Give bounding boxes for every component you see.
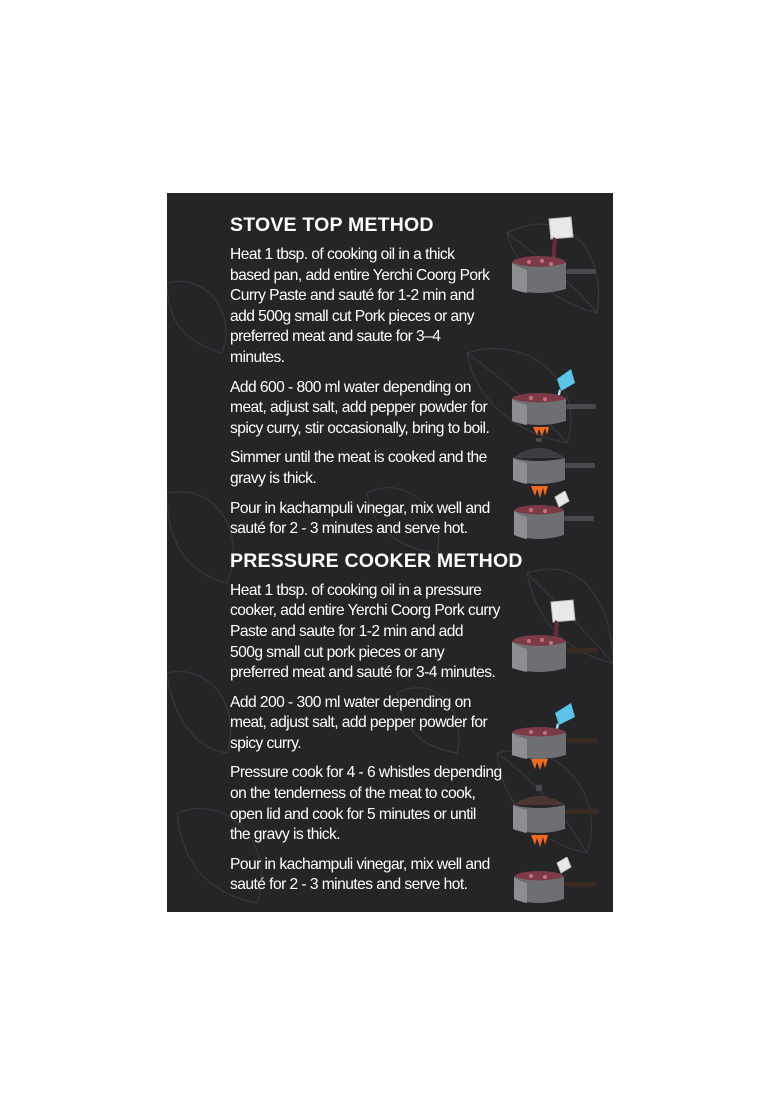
recipe-card (167, 193, 613, 912)
pouring-paste-cooker-icon (509, 598, 605, 678)
instructions (230, 213, 523, 905)
pouring-vinegar-pot-icon (509, 491, 605, 549)
stove-step-1: Heat 1 tbsp. of cooking oil in a thick based pan, add entire Yerchi Coorg Pork Curry Paste and sauté for 1-2 min and add 500g small cut Pork pieces or any preferred meat and saute for 3–4 minutes. (230, 246, 490, 366)
cooker-step-2: Add 200 - 300 ml water depending on meat, adjust salt, add pepper powder for spicy curry. (230, 693, 488, 752)
pouring-water-pot-icon (509, 369, 605, 439)
stove-step-4: Pour in kachampuli vinegar, mix well and sauté for 2 - 3 minutes and serve hot. (230, 499, 490, 538)
cooker-step-3: Pressure cook for 4 - 6 whistles depending on the tenderness of the meat to cook, open lid and cook for 5 minutes or until the gravy is thick. (230, 764, 502, 844)
cooker-step-1: Heat 1 tbsp. of cooking oil in a pressure cooker, add entire Yerchi Coorg Pork curry Paste and saute for 1-2 min and add 500g small cut pork pieces or any preferred meat and sauté for 3-4 minutes. (230, 581, 500, 682)
pouring-paste-pot-icon (509, 215, 605, 301)
pouring-water-cooker-icon (509, 701, 605, 771)
cooker-step-4: Pour in kachampuli vinegar, mix well and sauté for 2 - 3 minutes and serve hot. (230, 855, 490, 894)
pressure-cooker-title: PRESSURE COOKER METHOD (230, 549, 523, 572)
stove-top-title: STOVE TOP METHOD (230, 214, 434, 236)
stove-step-3: Simmer until the meat is cooked and the gravy is thick. (230, 449, 487, 487)
pouring-vinegar-cooker-icon (509, 857, 605, 911)
closed-cooker-on-flame-icon (509, 783, 605, 849)
stove-step-2: Add 600 - 800 ml water depending on meat, adjust salt, add pepper powder for spicy curry, stir occasionally, bring to boil. (230, 378, 490, 437)
